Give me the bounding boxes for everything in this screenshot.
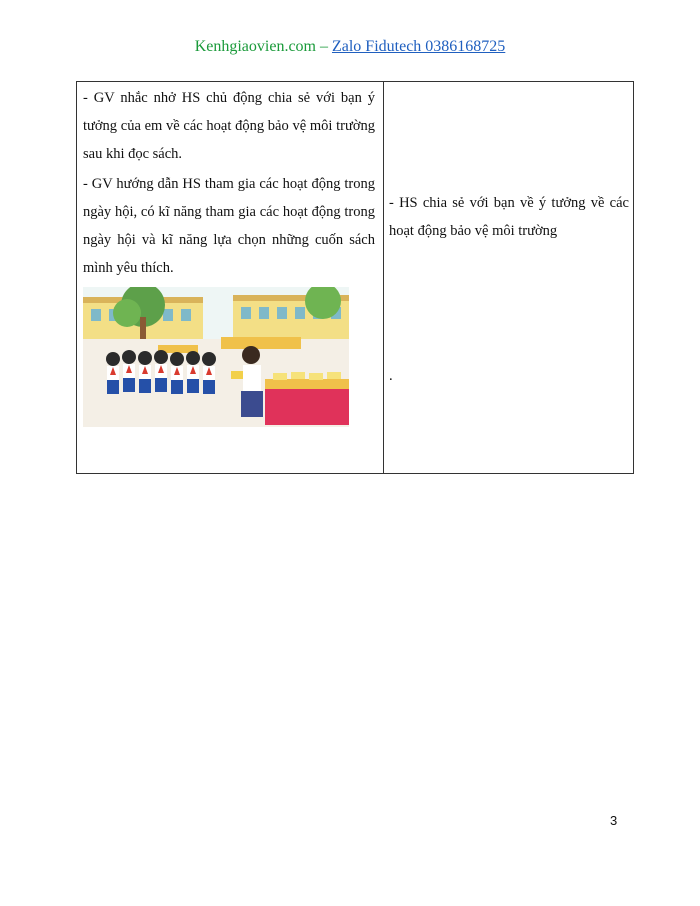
page-number: 3 <box>610 813 618 828</box>
zalo-link[interactable]: Zalo Fidutech 0386168725 <box>331 38 506 55</box>
page-header <box>0 38 700 56</box>
teacher-instruction-2: - GV hướng dẫn HS tham gia các hoạt động trong ngày hội, có kĩ năng tham gia các hoạt động trong ngày hội và kĩ năng lựa chọn những cuốn sách mình yêu thích. <box>83 176 375 276</box>
site-link[interactable]: Kenhgiaovien.com <box>194 38 316 55</box>
content-table <box>76 81 634 474</box>
teacher-activity-cell <box>83 84 375 284</box>
book-fair-illustration <box>83 287 349 427</box>
teacher-instruction-1: - GV nhắc nhở HS chủ động chia sẻ với bạn ý tưởng của em về các hoạt động bảo vệ môi trường sau khi đọc sách. <box>83 90 375 162</box>
student-response: - HS chia sẻ với bạn về ý tưởng về các hoạt động bảo vệ môi trường <box>389 195 629 239</box>
column-divider <box>383 82 384 473</box>
header-separator: – <box>315 38 332 55</box>
student-activity-cell <box>389 189 629 245</box>
trailing-dot: . <box>389 368 393 384</box>
